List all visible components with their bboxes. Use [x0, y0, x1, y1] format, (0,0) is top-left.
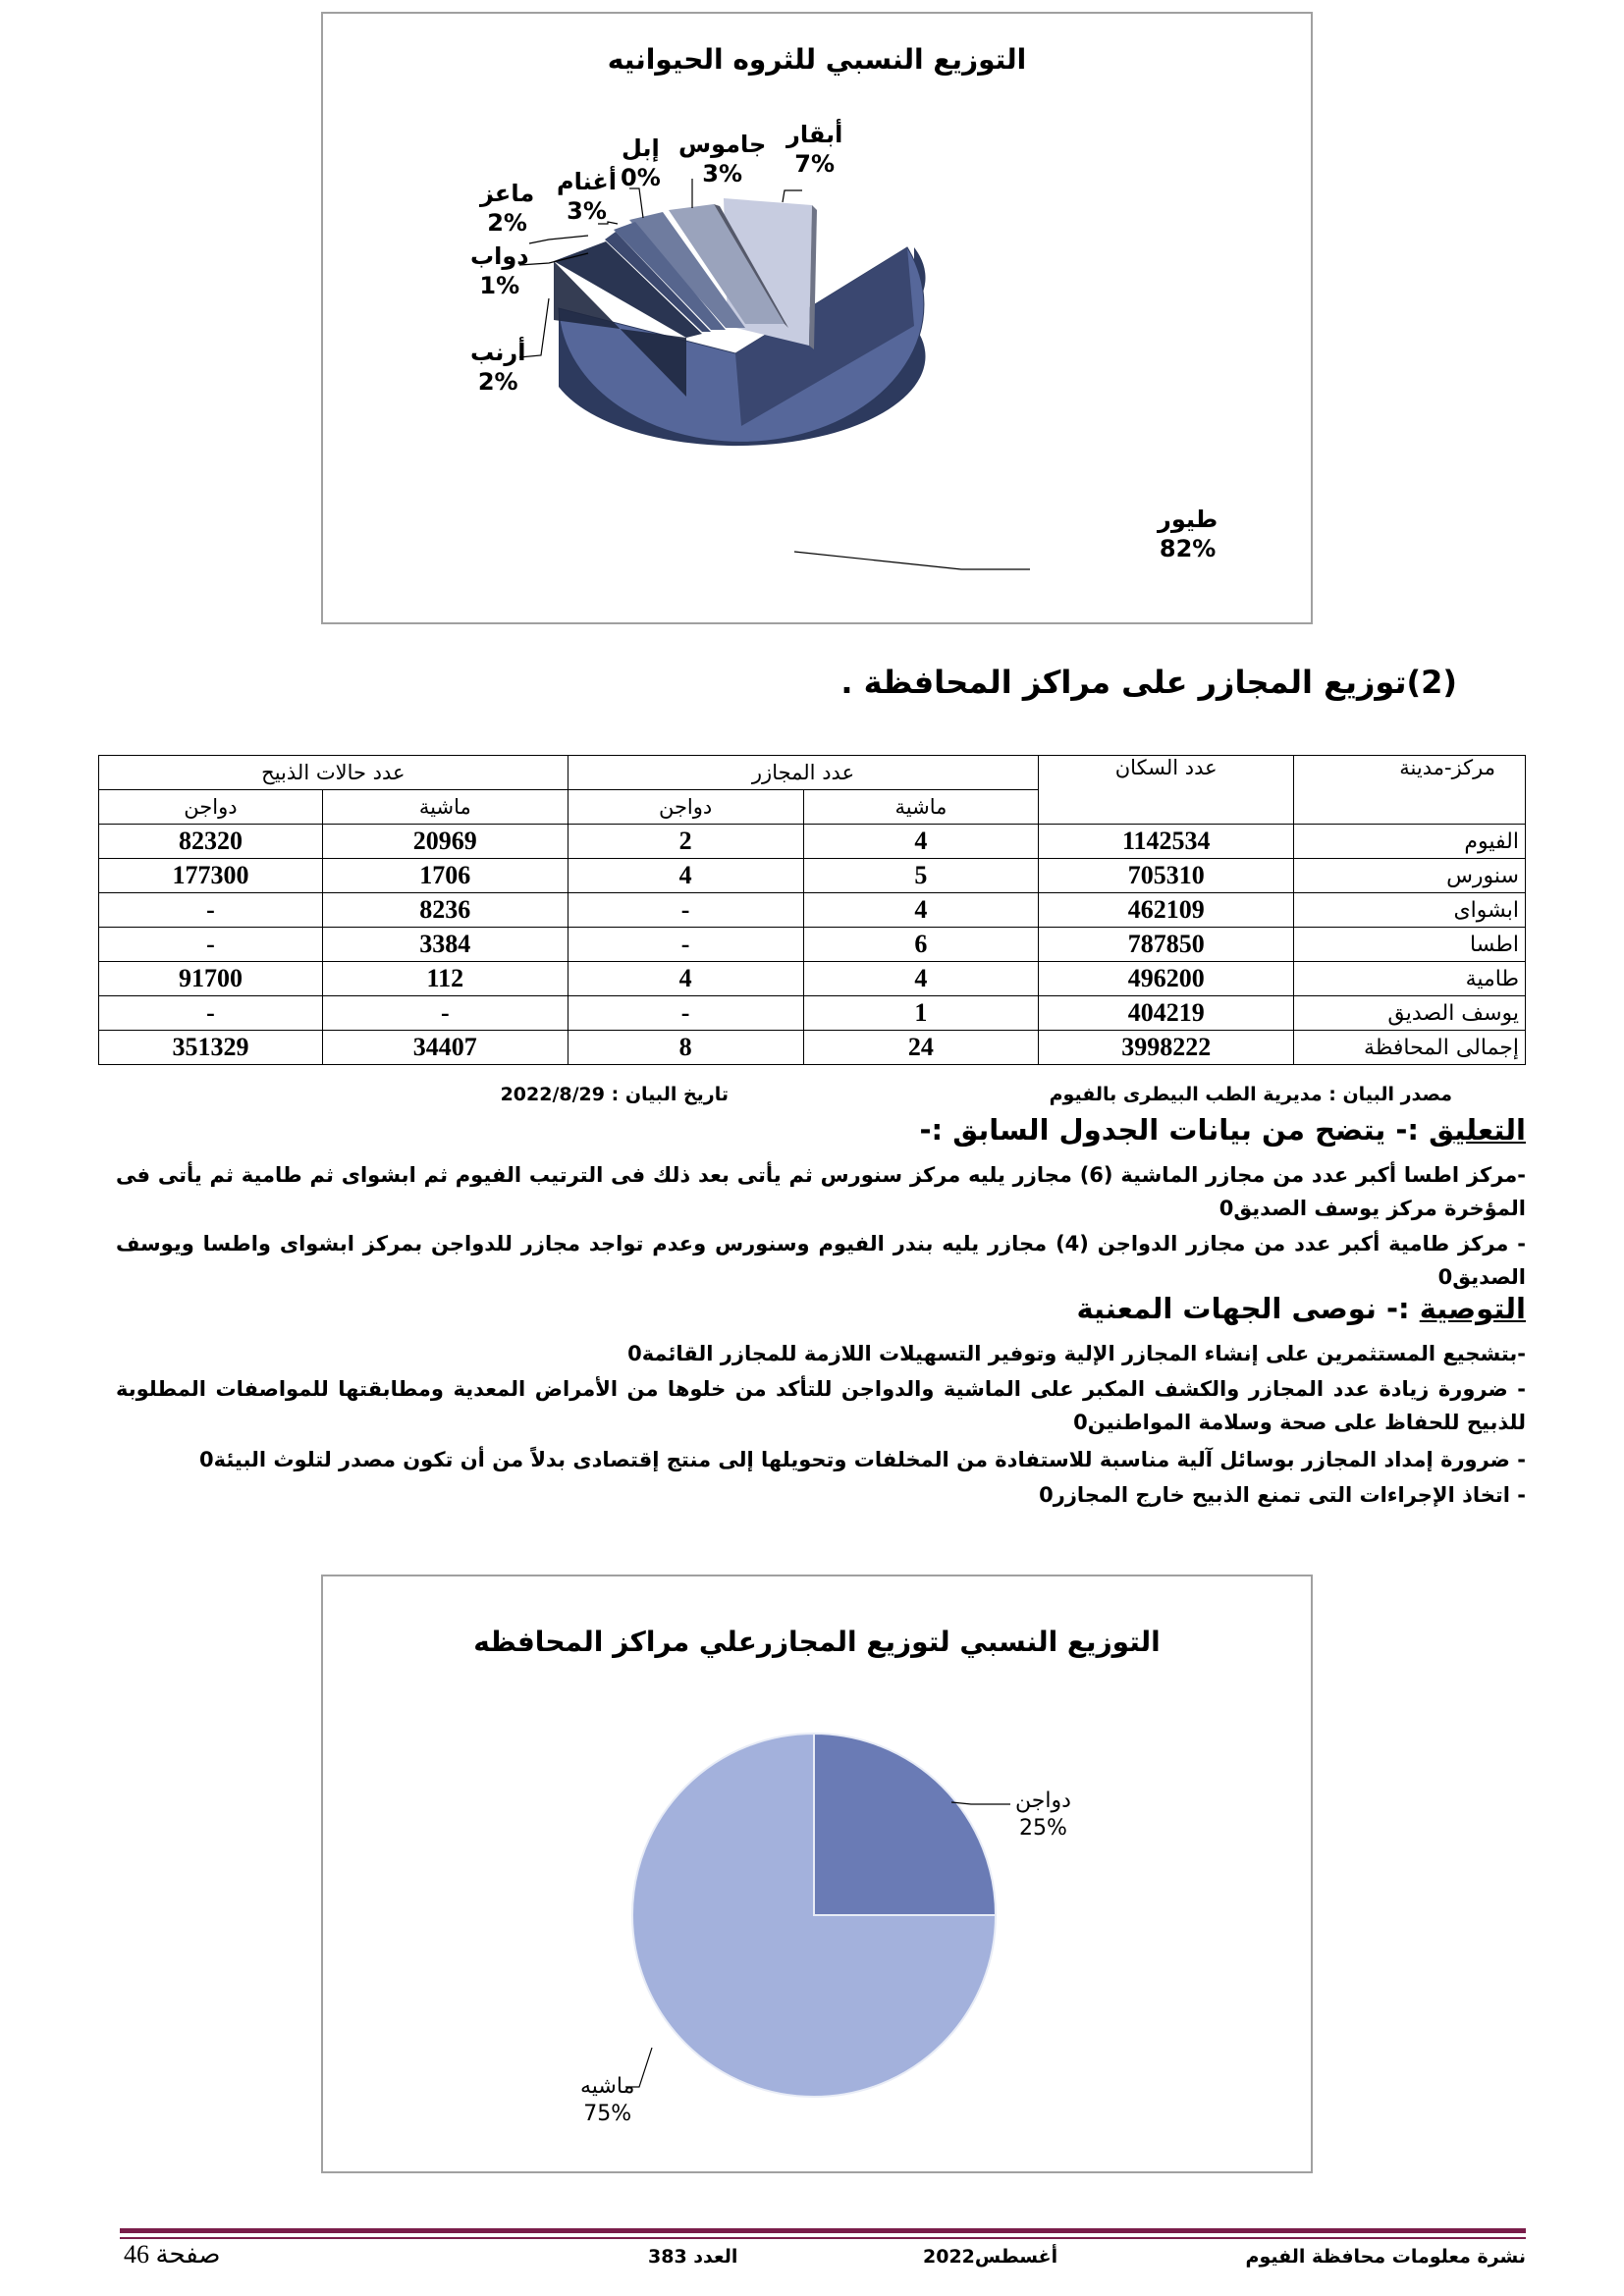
center-name: طامية — [1294, 962, 1526, 996]
slaughterhouse-table — [98, 755, 1526, 1065]
table-row — [99, 859, 1526, 893]
slaughterhouses-livestock-cell: 5 — [803, 859, 1039, 893]
label-sheep: أغنام 3% — [557, 168, 618, 225]
slaughterhouses-poultry-cell: 4 — [568, 859, 803, 893]
slaughterhouses-poultry-cell: - — [568, 893, 803, 928]
subheader-poultry: دواجن — [568, 790, 803, 825]
center-name: الفيوم — [1294, 825, 1526, 859]
slaughter-poultry-cell: 351329 — [99, 1031, 323, 1065]
slaughter-poultry-cell: 177300 — [99, 859, 323, 893]
slaughter-poultry-cell: - — [99, 928, 323, 962]
population-cell: 1142534 — [1039, 825, 1294, 859]
slaughterhouses-poultry-cell: 4 — [568, 962, 803, 996]
table-row — [99, 1031, 1526, 1065]
header-slaughter-cases: عدد حالات الذبيح — [99, 756, 568, 790]
label-cows: أبقار 7% — [786, 121, 843, 178]
footer-rule-thin — [120, 2237, 1526, 2239]
chart2-pie — [323, 1576, 1311, 2171]
table-row — [99, 996, 1526, 1031]
population-cell: 404219 — [1039, 996, 1294, 1031]
slaughter-poultry-cell: 91700 — [99, 962, 323, 996]
slaughter-livestock-cell: - — [322, 996, 568, 1031]
slaughterhouses-poultry-cell: 8 — [568, 1031, 803, 1065]
subheader-poultry: دواجن — [99, 790, 323, 825]
subheader-livestock: ماشية — [322, 790, 568, 825]
pie2-slice-0 — [814, 1734, 996, 1915]
center-name: اطسا — [1294, 928, 1526, 962]
slaughterhouses-livestock-cell: 6 — [803, 928, 1039, 962]
footer-publication: نشرة معلومات محافظة الفيوم — [1245, 2246, 1526, 2268]
population-cell: 787850 — [1039, 928, 1294, 962]
population-cell: 462109 — [1039, 893, 1294, 928]
table-body — [99, 825, 1526, 1065]
footer-rule-thick — [120, 2228, 1526, 2233]
comment-paragraph-1: -مركز اطسا أكبر عدد من مجازر الماشية (6) مجازر يليه مركز سنورس ثم يأتى بعد ذلك فى الترتيب الفيوم ثم ابشواى ثم طامية ثم يأتى فى المؤخرة مركز يوسف الصديق0 — [116, 1163, 1526, 1220]
section-heading: (2)توزيع المجازر على مراكز المحافظة . — [840, 664, 1457, 701]
table-row — [99, 825, 1526, 859]
population-cell: 705310 — [1039, 859, 1294, 893]
label-camels: إبل 0% — [621, 134, 661, 191]
population-cell: 3998222 — [1039, 1031, 1294, 1065]
label-rabbits: أرنب 2% — [470, 339, 526, 396]
chart1-title: التوزيع النسبي للثروه الحيوانيه — [607, 43, 1027, 76]
recommendation-paragraph-4: - اتخاذ الإجراءات التى تمنع الذبيح خارج المجازر0 — [1039, 1483, 1526, 1507]
center-name: إجمالى المحافظة — [1294, 1031, 1526, 1065]
slaughter-livestock-cell: 34407 — [322, 1031, 568, 1065]
slaughterhouses-livestock-cell: 4 — [803, 825, 1039, 859]
label-buffalo: جاموس 3% — [678, 131, 767, 187]
slaughter-poultry-cell: - — [99, 893, 323, 928]
slaughter-livestock-cell: 112 — [322, 962, 568, 996]
recommendation-paragraph-2: - ضرورة زيادة عدد المجازر والكشف المكبر على الماشية والدواجن للتأكد من خلوها من الأمراض المعدية ومطابقتها للمواصفات المطلوبة للذبيح للحفاظ على صحة وسلامة المواطنين0 — [116, 1377, 1526, 1434]
slaughter-livestock-cell: 8236 — [322, 893, 568, 928]
comment-paragraph-2: - مركز طامية أكبر عدد من مجازر الدواجن (4) مجازر يليه بندر الفيوم وسنورس وعدم تواجد مجازر للدواجن بمركز ابشواى واطسا ويوسف الصديق0 — [116, 1232, 1527, 1289]
label-goats: ماعز 2% — [480, 180, 535, 237]
subheader-livestock: ماشية — [803, 790, 1039, 825]
leader-poultry — [951, 1802, 1010, 1804]
leader-cows — [783, 190, 802, 202]
table-row — [99, 928, 1526, 962]
slaughter-livestock-cell: 1706 — [322, 859, 568, 893]
footer-date: أغسطس2022 — [923, 2246, 1058, 2268]
label-donkeys: دواب 1% — [470, 242, 529, 299]
header-population: عدد السكان — [1039, 756, 1294, 825]
label-birds: طيور 82% — [1158, 506, 1218, 562]
slaughter-livestock-cell: 20969 — [322, 825, 568, 859]
leader-camels — [629, 188, 643, 218]
center-name: يوسف الصديق — [1294, 996, 1526, 1031]
table-row — [99, 962, 1526, 996]
label-livestock: ماشيه 75% — [580, 2074, 635, 2126]
slaughterhouses-poultry-cell: 2 — [568, 825, 803, 859]
footer-page: صفحة 46 — [124, 2240, 221, 2269]
recommendation-paragraph-1: -بتشجيع المستثمرين على إنشاء المجازر الإلية وتوفير التسهيلات اللازمة للمجازر القائمة0 — [627, 1342, 1526, 1365]
center-name: ابشواى — [1294, 893, 1526, 928]
recommendation-heading: التوصية :- نوصى الجهات المعنية — [1076, 1292, 1526, 1325]
header-slaughterhouses: عدد المجازر — [568, 756, 1039, 790]
data-date: تاريخ البيان : 2022/8/29 — [500, 1084, 729, 1105]
slaughterhouses-poultry-cell: - — [568, 996, 803, 1031]
leader-goats — [529, 236, 588, 243]
chart-livestock-distribution — [321, 12, 1313, 624]
slaughter-poultry-cell: - — [99, 996, 323, 1031]
comment-heading: التعليق :- يتضح من بيانات الجدول السابق :- — [919, 1113, 1526, 1147]
slaughterhouses-livestock-cell: 4 — [803, 893, 1039, 928]
slaughterhouses-livestock-cell: 1 — [803, 996, 1039, 1031]
slaughterhouses-livestock-cell: 24 — [803, 1031, 1039, 1065]
slaughterhouses-poultry-cell: - — [568, 928, 803, 962]
slaughter-livestock-cell: 3384 — [322, 928, 568, 962]
header-center: مركز-مدينة — [1294, 756, 1526, 825]
label-poultry: دواجن 25% — [1015, 1789, 1071, 1841]
data-source: مصدر البيان : مديرية الطب البيطرى بالفيوم — [1049, 1084, 1452, 1105]
population-cell: 496200 — [1039, 962, 1294, 996]
slaughter-poultry-cell: 82320 — [99, 825, 323, 859]
recommendation-paragraph-3: - ضرورة إمداد المجازر بوسائل آلية مناسبة للاستفادة من المخلفات وتحويلها إلى منتج إقتصادى بدلاً من أن تكون مصدر لتلوث البيئة0 — [198, 1448, 1526, 1471]
center-name: سنورس — [1294, 859, 1526, 893]
chart2-title: التوزيع النسبي لتوزيع المجازرعلي مراكز المحافظه — [473, 1626, 1161, 1658]
slaughterhouses-livestock-cell: 4 — [803, 962, 1039, 996]
footer-issue: العدد 383 — [648, 2246, 738, 2268]
table-row — [99, 893, 1526, 928]
chart-slaughterhouse-distribution — [321, 1575, 1313, 2173]
table-header-row — [99, 756, 1526, 790]
leader-birds — [794, 552, 1030, 569]
